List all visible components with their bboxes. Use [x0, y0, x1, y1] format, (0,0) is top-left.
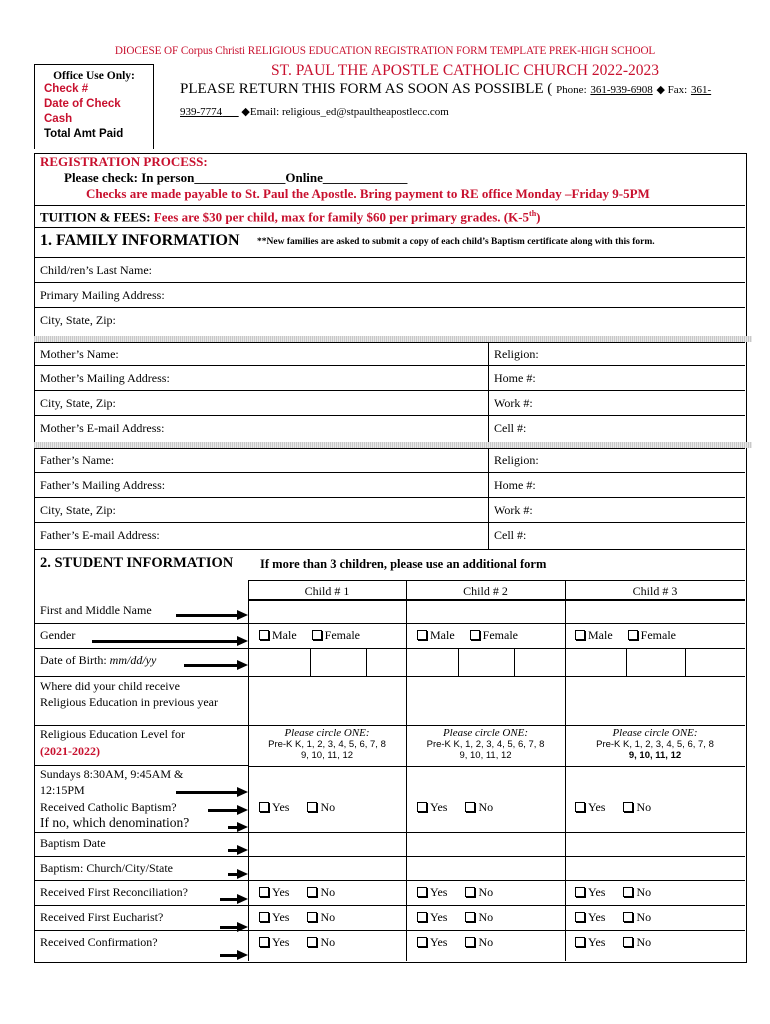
mother-email-label: Mother’s E-mail Address: — [40, 421, 165, 435]
father-mailing-row[interactable] — [34, 473, 745, 498]
office-use-box — [34, 64, 154, 149]
city-label: City, State, Zip: — [40, 313, 116, 327]
registration-please-check[interactable]: Please check: In person______________Online_____________ — [64, 170, 408, 185]
last-name-row[interactable] — [34, 258, 745, 283]
phone-number: 361-939-6908 — [590, 84, 653, 96]
checkbox-icon[interactable] — [259, 802, 269, 812]
father-name-label: Father’s Name: — [40, 453, 115, 467]
church-title: ST. PAUL THE APOSTLE CATHOLIC CHURCH 2022-2023 — [271, 62, 659, 79]
checkbox-icon[interactable] — [259, 937, 269, 947]
eucharist-row — [34, 906, 745, 931]
level-label: Religious Education Level for — [40, 727, 185, 741]
checkbox-icon[interactable] — [628, 630, 638, 640]
checkbox-icon[interactable] — [465, 937, 475, 947]
checkbox-icon[interactable] — [575, 937, 585, 947]
arrow-right-icon — [220, 926, 238, 929]
father-religion-label: Religion: — [494, 453, 539, 467]
sundays-label: Sundays 8:30AM, 9:45AM & 12:15PM — [40, 767, 184, 797]
mother-mailing-label: Mother’s Mailing Address: — [40, 371, 170, 385]
father-name-row[interactable] — [34, 448, 745, 473]
father-mailing-label: Father’s Mailing Address: — [40, 478, 166, 492]
checkbox-icon[interactable] — [259, 630, 269, 640]
student-heading-row — [34, 550, 745, 580]
child1-confirmation[interactable]: Yes No — [259, 935, 335, 950]
phone-label: Phone: — [556, 84, 587, 96]
father-email-label: Father’s E-mail Address: — [40, 528, 160, 542]
checkbox-icon[interactable] — [575, 802, 585, 812]
child2-level[interactable]: Please circle ONE: Pre-K K, 1, 2, 3, 4, 5, 6, 7, 8 9, 10, 11, 12 — [426, 727, 545, 761]
child2-gender[interactable]: Male Female — [417, 628, 518, 643]
mother-mailing-row[interactable] — [34, 366, 745, 391]
office-date-of-check: Date of Check — [44, 98, 121, 110]
sundays-row — [34, 766, 248, 799]
tuition-close: ) — [536, 209, 541, 225]
mother-home-label: Home #: — [494, 371, 536, 385]
checkbox-icon[interactable] — [417, 912, 427, 922]
child3-level[interactable]: Please circle ONE: Pre-K K, 1, 2, 3, 4, 5, 6, 7, 8 9, 10, 11, 12 — [596, 727, 714, 761]
office-use-header: Office Use Only: — [53, 70, 135, 82]
arrow-right-icon — [208, 809, 238, 812]
reconciliation-row — [34, 881, 745, 906]
checkbox-icon[interactable] — [465, 912, 475, 922]
checkbox-icon[interactable] — [417, 937, 427, 947]
gender-row — [34, 624, 745, 649]
checkbox-icon[interactable] — [575, 912, 585, 922]
baptism-date-row[interactable] — [34, 833, 745, 857]
dob-row[interactable] — [34, 649, 745, 677]
baptism-church-row[interactable] — [34, 857, 745, 881]
prev-edu-label: Where did your child receive Religious Education in previous year — [40, 679, 218, 709]
baptism-church-label: Baptism: Church/City/State — [40, 861, 173, 875]
child3-eucharist[interactable]: Yes No — [575, 910, 651, 925]
mother-city-row[interactable] — [34, 391, 745, 416]
return-instruction — [180, 81, 711, 98]
child3-reconciliation[interactable]: Yes No — [575, 885, 651, 900]
child1-gender[interactable]: Male Female — [259, 628, 360, 643]
checkbox-icon[interactable] — [307, 912, 317, 922]
arrow-right-icon — [228, 873, 238, 876]
father-city-row[interactable] — [34, 498, 745, 523]
arrow-right-icon — [220, 954, 238, 957]
baptism-label: Received Catholic Baptism? — [40, 800, 177, 814]
child-header-row — [248, 580, 745, 600]
mother-name-label: Mother’s Name: — [40, 347, 119, 361]
fax-number-part2: 939-7774 — [180, 106, 223, 118]
child2-header: Child # 2 — [463, 584, 508, 598]
level-year: (2021-2022) — [40, 744, 100, 758]
checks-payable-note: Checks are made payable to St. Paul the Apostle. Bring payment to RE office Monday –Friday 9-5PM — [86, 186, 650, 201]
office-total-paid: Total Amt Paid — [44, 128, 124, 140]
child1-header: Child # 1 — [304, 584, 350, 598]
father-cell-label: Cell #: — [494, 528, 527, 542]
arrow-right-icon — [176, 614, 238, 617]
mother-religion-label: Religion: — [494, 347, 539, 361]
checkbox-icon[interactable] — [470, 630, 480, 640]
mother-email-row[interactable] — [34, 416, 745, 442]
father-city-label: City, State, Zip: — [40, 503, 116, 517]
child2-eucharist[interactable]: Yes No — [417, 910, 493, 925]
arrow-right-icon — [92, 640, 238, 643]
child2-baptism[interactable]: Yes No — [417, 800, 493, 815]
checkbox-icon[interactable] — [259, 887, 269, 897]
office-cash: Cash — [44, 113, 73, 125]
checkbox-icon[interactable] — [575, 887, 585, 897]
first-middle-label: First and Middle Name — [40, 603, 152, 617]
family-note: **New families are asked to submit a copy of each child’s Baptism certificate along with this form. — [257, 237, 655, 247]
confirmation-row — [34, 931, 745, 961]
child1-reconciliation[interactable]: Yes No — [259, 885, 335, 900]
email-text: ◆Email: religious_ed@stpaultheapostlecc.com — [241, 106, 449, 118]
mother-city-label: City, State, Zip: — [40, 396, 116, 410]
denomination-label: If no, which denomination? — [40, 815, 190, 830]
city-row[interactable] — [34, 308, 745, 336]
registration-section — [34, 153, 745, 206]
eucharist-label: Received First Eucharist? — [40, 910, 164, 924]
contact-line — [180, 105, 449, 118]
checkbox-icon[interactable] — [307, 802, 317, 812]
checkbox-icon[interactable] — [417, 802, 427, 812]
child3-header: Child # 3 — [632, 584, 678, 598]
checkbox-icon[interactable] — [623, 912, 633, 922]
arrow-right-icon — [228, 826, 238, 829]
gender-label: Gender — [40, 628, 76, 642]
arrow-right-icon — [220, 898, 238, 901]
checkbox-icon[interactable] — [465, 802, 475, 812]
office-check-number: Check # — [44, 83, 89, 95]
checkbox-icon[interactable] — [259, 912, 269, 922]
reconciliation-label: Received First Reconciliation? — [40, 885, 188, 899]
mother-work-label: Work #: — [494, 396, 533, 410]
father-home-label: Home #: — [494, 478, 536, 492]
mother-name-row[interactable] — [34, 342, 745, 366]
father-email-row[interactable] — [34, 523, 745, 550]
fax-label: ◆ Fax: — [656, 84, 688, 96]
checkbox-icon[interactable] — [417, 887, 427, 897]
child1-baptism[interactable]: Yes No — [259, 800, 335, 815]
baptism-row — [34, 799, 745, 833]
child2-confirmation[interactable]: Yes No — [417, 935, 493, 950]
form-top-title: DIOCESE OF Corpus Christi RELIGIOUS EDUCATION REGISTRATION FORM TEMPLATE PREK-HIGH SCHOOL — [114, 45, 656, 57]
checkbox-icon[interactable] — [307, 937, 317, 947]
confirmation-label: Received Confirmation? — [40, 935, 158, 949]
return-text: PLEASE RETURN THIS FORM AS SOON AS POSSIBLE ( — [180, 81, 553, 97]
checkbox-icon[interactable] — [417, 630, 427, 640]
prev-edu-row[interactable] — [34, 677, 745, 726]
arrow-right-icon — [176, 791, 238, 794]
child3-gender[interactable]: Male Female — [575, 628, 676, 643]
student-heading: 2. STUDENT INFORMATION — [40, 555, 234, 571]
checkbox-icon[interactable] — [307, 887, 317, 897]
mailing-label: Primary Mailing Address: — [40, 288, 165, 302]
mother-cell-label: Cell #: — [494, 421, 527, 435]
checkbox-icon[interactable] — [623, 937, 633, 947]
checkbox-icon[interactable] — [465, 887, 475, 897]
last-name-label: Child/ren’s Last Name: — [40, 263, 152, 277]
dob-format: mm/dd/yy — [109, 653, 157, 667]
mailing-row[interactable] — [34, 283, 745, 308]
arrow-right-icon — [184, 664, 238, 667]
baptism-date-label: Baptism Date — [40, 836, 106, 850]
fax-number-part1: 361- — [690, 84, 712, 96]
tuition-label: TUITION & FEES: — [40, 209, 151, 225]
child1-eucharist[interactable]: Yes No — [259, 910, 335, 925]
checkbox-icon[interactable] — [575, 630, 585, 640]
arrow-right-icon — [228, 849, 238, 852]
tuition-row — [34, 206, 745, 228]
child1-level[interactable]: Please circle ONE: Pre-K K, 1, 2, 3, 4, 5, 6, 7, 8 9, 10, 11, 12 — [268, 727, 386, 761]
father-work-label: Work #: — [494, 503, 533, 517]
registration-title: REGISTRATION PROCESS: — [40, 154, 208, 169]
checkbox-icon[interactable] — [312, 630, 322, 640]
family-heading-row — [34, 228, 745, 258]
dob-label: Date of Birth: — [40, 653, 110, 667]
tuition-text: Fees are $30 per child, max for family $60 per primary grades. (K-5 — [153, 209, 530, 225]
child3-confirmation[interactable]: Yes No — [575, 935, 651, 950]
tuition-sup: th — [529, 209, 537, 218]
student-note: If more than 3 children, please use an additional form — [260, 557, 547, 571]
child2-reconciliation[interactable]: Yes No — [417, 885, 493, 900]
child3-baptism[interactable]: Yes No — [575, 800, 651, 815]
checkbox-icon[interactable] — [623, 887, 633, 897]
family-heading: 1. FAMILY INFORMATION — [40, 232, 240, 249]
checkbox-icon[interactable] — [623, 802, 633, 812]
